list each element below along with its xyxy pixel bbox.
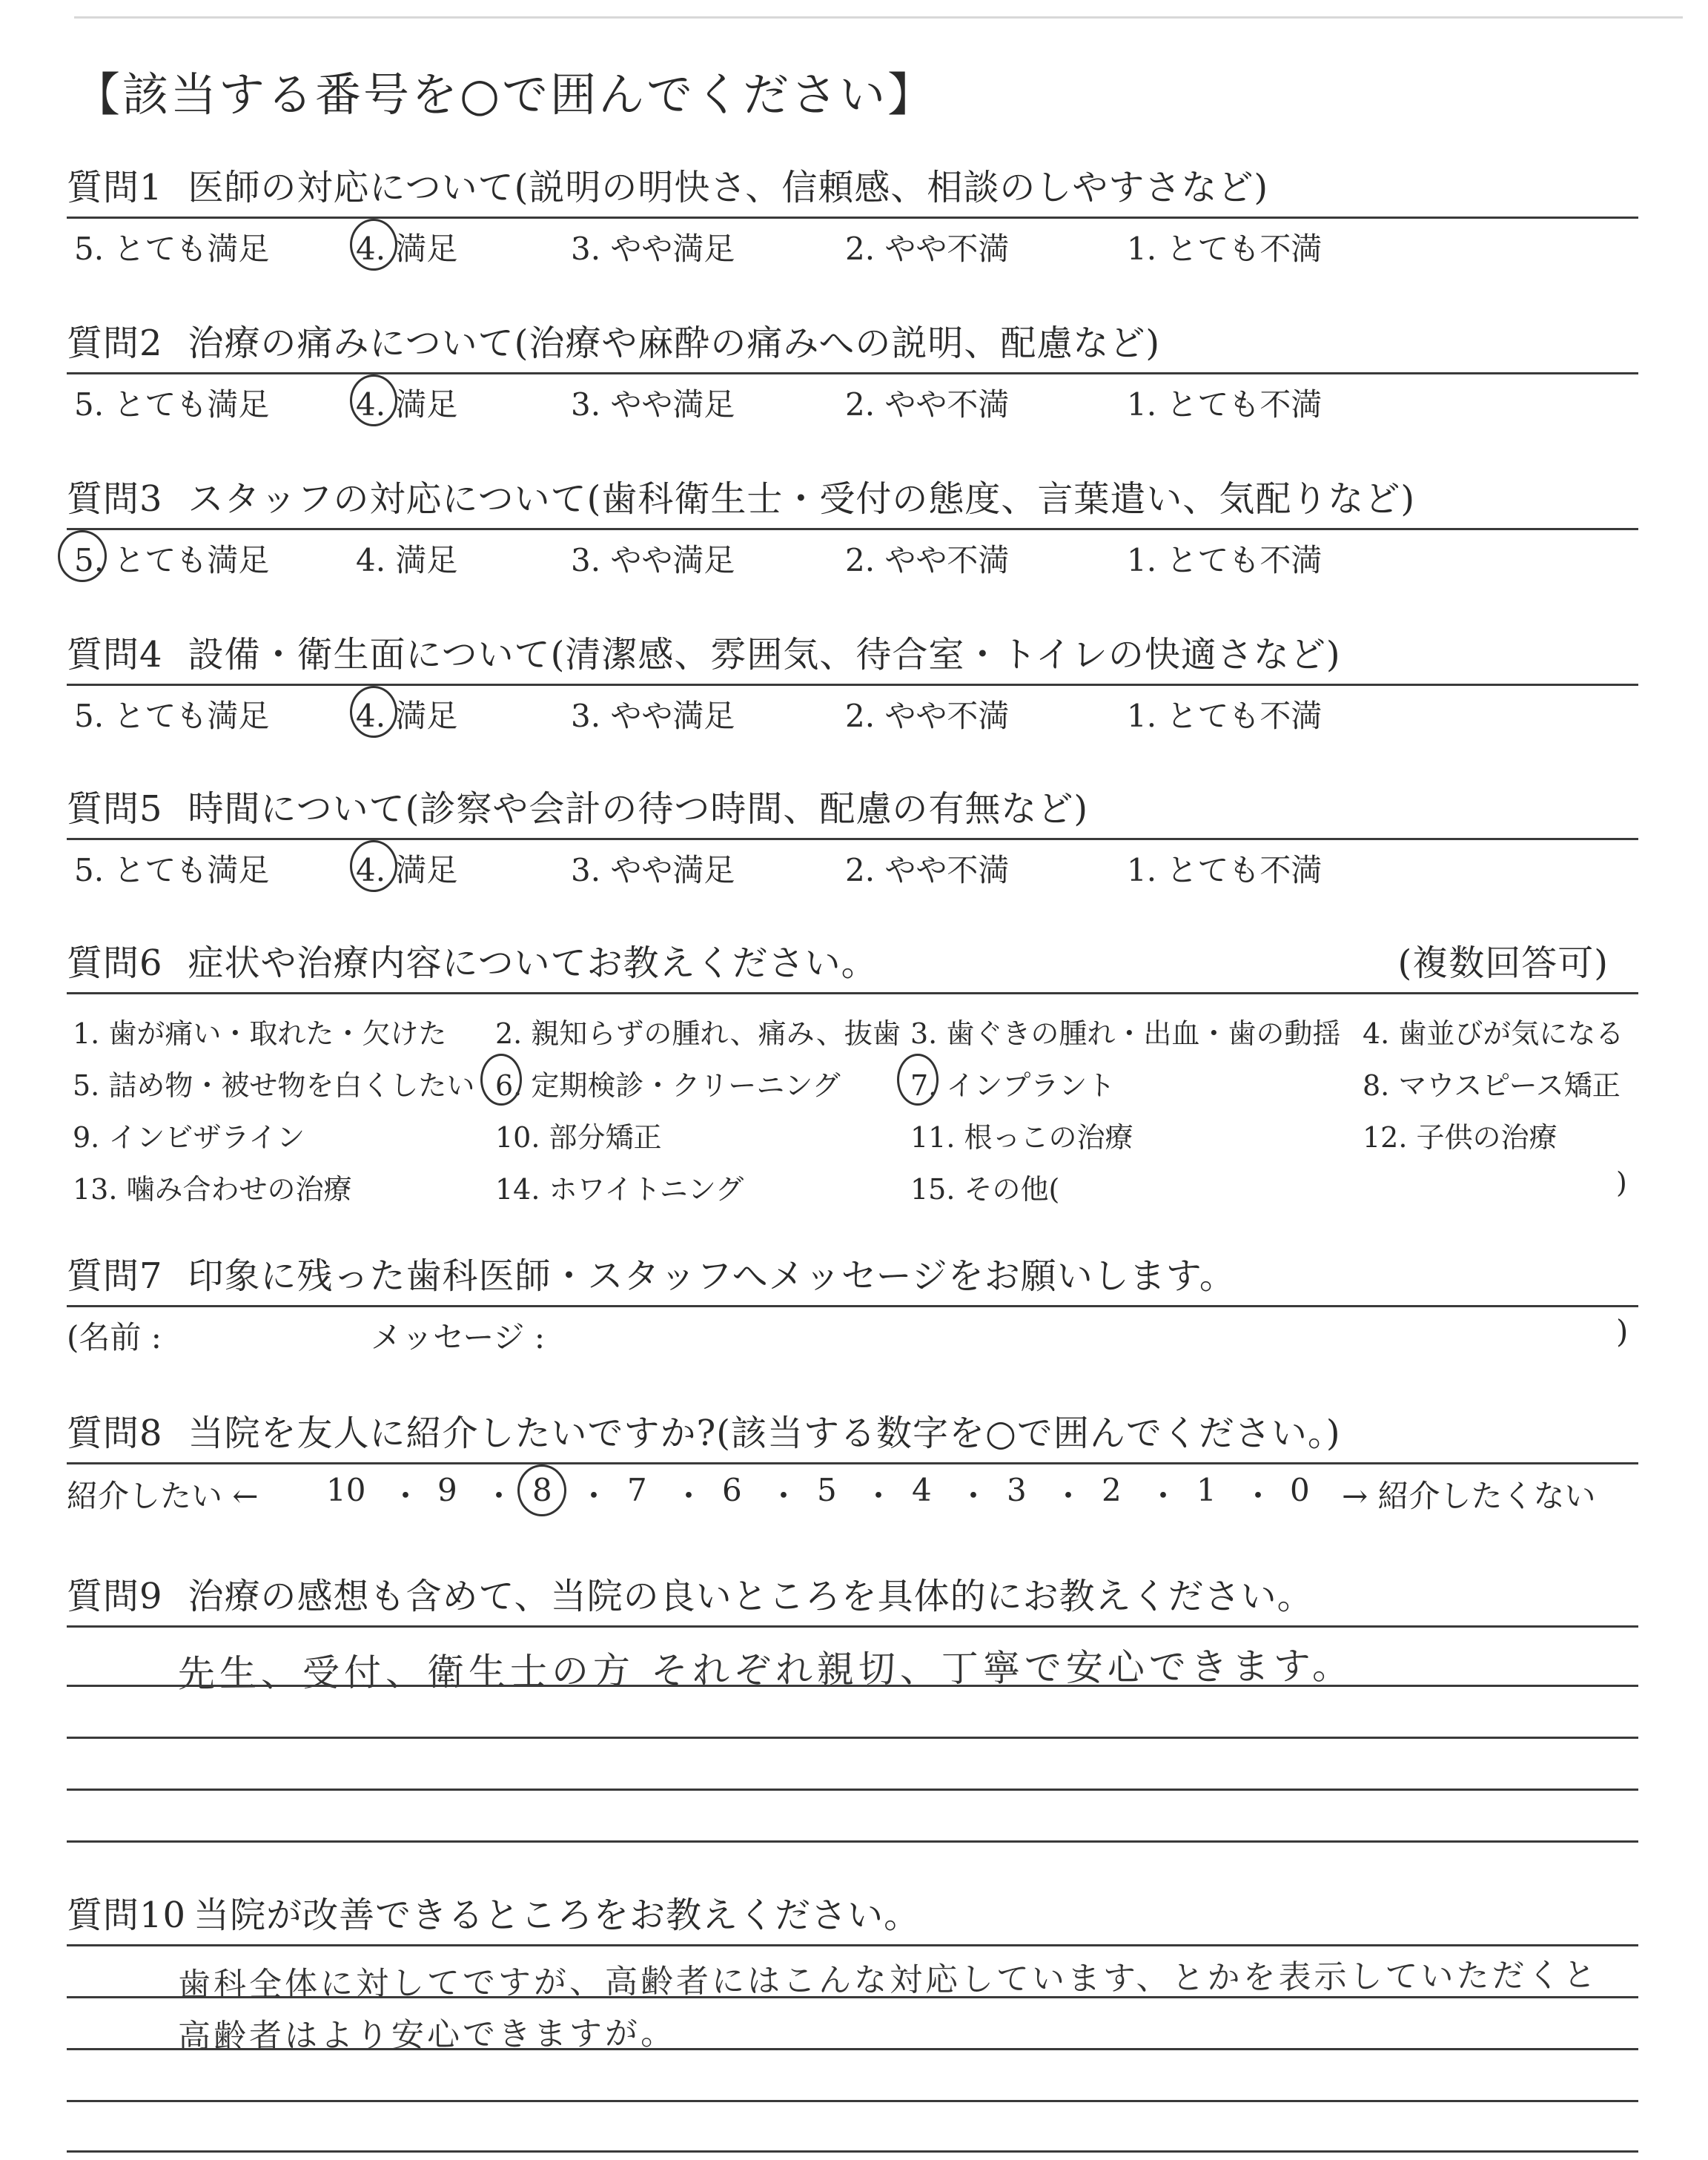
scale-separator: ・ xyxy=(483,1478,515,1514)
selection-circle xyxy=(897,1054,939,1106)
recommend-scale xyxy=(67,1464,1638,1512)
option-4[interactable]: 4. 満足 xyxy=(356,852,458,888)
option-1[interactable]: 1. とても不満 xyxy=(1127,231,1323,267)
question-number: 質問9 xyxy=(67,1576,163,1617)
question-8 xyxy=(67,1410,1638,1512)
question-number: 質問6 xyxy=(67,942,163,984)
question-text: 治療の痛みについて(治療や麻酔の痛みへの説明、配慮など) xyxy=(188,323,1161,364)
checklist-item[interactable]: 12. 子供の治療 xyxy=(1363,1121,1558,1154)
checklist-item[interactable]: 8. マウスピース矯正 xyxy=(1363,1069,1621,1102)
handwritten-answer-q10-line2[interactable]: 高齢者はより安心できますが。 xyxy=(177,2014,677,2056)
scale-left-label: 紹介したい ← xyxy=(67,1478,259,1514)
scale-separator: ・ xyxy=(1053,1478,1085,1514)
checklist-item[interactable]: 7. インプラント xyxy=(910,1069,1116,1102)
scale-separator: ・ xyxy=(390,1478,422,1514)
option-3[interactable]: 3. やや満足 xyxy=(571,542,735,578)
checklist-item[interactable]: 11. 根っこの治療 xyxy=(910,1121,1133,1154)
question-text: 時間について(診察や会計の待つ時間、配慮の有無など) xyxy=(188,788,1089,830)
scale-value[interactable]: 3 xyxy=(1007,1472,1027,1508)
answer-line xyxy=(67,2100,1638,2102)
scale-value[interactable]: 7 xyxy=(627,1472,647,1508)
scale-separator: ・ xyxy=(863,1478,895,1514)
question-2 xyxy=(67,320,1638,423)
selection-circle xyxy=(480,1054,522,1106)
question-6 xyxy=(67,940,1638,1209)
option-2[interactable]: 2. やや不満 xyxy=(845,852,1010,888)
question-5 xyxy=(67,786,1638,888)
question-1 xyxy=(67,165,1638,267)
question-number: 質問8 xyxy=(67,1413,163,1454)
name-field-label[interactable]: (名前 : xyxy=(67,1319,162,1355)
option-3[interactable]: 3. やや満足 xyxy=(571,698,735,734)
scale-value[interactable]: 0 xyxy=(1290,1472,1310,1508)
question-text: 当院が改善できるところをお教えください。 xyxy=(193,1895,921,1936)
scale-separator: ・ xyxy=(958,1478,990,1514)
symptom-checklist xyxy=(67,994,1638,1209)
handwritten-answer-q10-line1[interactable]: 歯科全体に対してですが、高齢者にはこんな対応しています、とかを表示していただくと xyxy=(177,1956,1599,2004)
question-4 xyxy=(67,632,1638,734)
question-text: 設備・衛生面について(清潔感、雰囲気、待合室・トイレの快適さなど) xyxy=(188,634,1341,676)
option-2[interactable]: 2. やや不満 xyxy=(845,542,1010,578)
option-2[interactable]: 2. やや不満 xyxy=(845,231,1010,267)
checklist-item[interactable]: 3. 歯ぐきの腫れ・出血・歯の動揺 xyxy=(910,1017,1341,1050)
answer-line xyxy=(67,1840,1638,1843)
rating-options xyxy=(67,530,1638,578)
answer-line xyxy=(67,2150,1638,2153)
question-number: 質問5 xyxy=(67,788,163,830)
option-5[interactable]: 5. とても満足 xyxy=(74,542,270,578)
option-5[interactable]: 5. とても満足 xyxy=(74,231,270,267)
answer-line xyxy=(67,1737,1638,1739)
selection-circle xyxy=(58,530,107,582)
checklist-item[interactable]: 14. ホワイトニング xyxy=(495,1173,744,1206)
question-10 xyxy=(67,1892,1638,1946)
selection-circle xyxy=(517,1464,566,1516)
answer-line xyxy=(67,2048,1638,2050)
scale-value[interactable]: 2 xyxy=(1102,1472,1122,1508)
message-fields xyxy=(67,1307,1638,1355)
question-number: 質問3 xyxy=(67,478,163,520)
question-number: 質問2 xyxy=(67,323,163,364)
option-3[interactable]: 3. やや満足 xyxy=(571,231,735,267)
question-text: 医師の対応について(説明の明快さ、信頼感、相談のしやすさなど) xyxy=(188,167,1269,208)
question-9 xyxy=(67,1573,1638,1628)
scale-separator: ・ xyxy=(1148,1478,1179,1514)
divider xyxy=(67,1625,1638,1628)
answer-line xyxy=(67,1789,1638,1791)
checklist-item[interactable]: 10. 部分矯正 xyxy=(495,1121,662,1154)
question-number: 質問1 xyxy=(67,167,163,208)
rating-options xyxy=(67,686,1638,734)
handwritten-answer-q9[interactable]: 先生、受付、衛生士の方 それぞれ親切、丁寧で安心できます。 xyxy=(177,1644,1354,1696)
scale-separator: ・ xyxy=(578,1478,610,1514)
checklist-item[interactable]: 6. 定期検診・クリーニング xyxy=(495,1069,841,1102)
multiple-answer-note: (複数回答可) xyxy=(1397,942,1609,984)
form-heading: 【該当する番号を○で囲んでください】 xyxy=(74,67,936,122)
scale-value[interactable]: 8 xyxy=(532,1472,552,1508)
scale-value[interactable]: 4 xyxy=(912,1472,932,1508)
selection-circle xyxy=(350,374,397,426)
question-number: 質問4 xyxy=(67,634,163,676)
question-text: 当院を友人に紹介したいですか?(該当する数字を○で囲んでください。) xyxy=(188,1413,1341,1454)
scale-value[interactable]: 6 xyxy=(722,1472,742,1508)
checklist-item[interactable]: 9. インビザライン xyxy=(73,1121,305,1154)
option-2[interactable]: 2. やや不満 xyxy=(845,386,1010,423)
checklist-item[interactable]: 15. その他( xyxy=(910,1173,1060,1206)
scale-right-label: → 紹介したくない xyxy=(1342,1478,1596,1514)
option-1[interactable]: 1. とても不満 xyxy=(1127,698,1323,734)
option-4[interactable]: 4. 満足 xyxy=(356,231,458,267)
question-3 xyxy=(67,476,1638,578)
scale-value[interactable]: 1 xyxy=(1196,1472,1217,1508)
question-text: 症状や治療内容についてお教えください。 xyxy=(188,942,878,984)
checklist-item[interactable]: 13. 噛み合わせの治療 xyxy=(73,1173,352,1206)
option-5[interactable]: 5. とても満足 xyxy=(74,698,270,734)
option-4[interactable]: 4. 満足 xyxy=(356,542,458,578)
option-2[interactable]: 2. やや不満 xyxy=(845,698,1010,734)
close-paren: ) xyxy=(1616,1166,1627,1199)
scale-separator: ・ xyxy=(1242,1478,1274,1514)
close-paren: ) xyxy=(1616,1313,1629,1350)
rating-options xyxy=(67,840,1638,888)
scale-value[interactable]: 5 xyxy=(817,1472,837,1508)
question-text: スタッフの対応について(歯科衛生士・受付の態度、言葉遣い、気配りなど) xyxy=(188,478,1416,520)
selection-circle xyxy=(350,840,397,892)
scale-separator: ・ xyxy=(768,1478,800,1514)
divider xyxy=(67,1944,1638,1946)
option-3[interactable]: 3. やや満足 xyxy=(571,386,735,423)
option-4[interactable]: 4. 満足 xyxy=(356,386,458,423)
option-3[interactable]: 3. やや満足 xyxy=(571,852,735,888)
answer-line xyxy=(67,1996,1638,1998)
option-1[interactable]: 1. とても不満 xyxy=(1127,542,1323,578)
question-text: 治療の感想も含めて、当院の良いところを具体的にお教えください。 xyxy=(188,1576,1314,1617)
rating-options xyxy=(67,374,1638,423)
option-1[interactable]: 1. とても不満 xyxy=(1127,386,1323,423)
scale-value[interactable]: 9 xyxy=(437,1472,457,1508)
selection-circle xyxy=(350,219,397,271)
scale-value[interactable]: 10 xyxy=(326,1472,366,1508)
rating-options xyxy=(67,219,1638,267)
checklist-item[interactable]: 4. 歯並びが気になる xyxy=(1363,1017,1624,1050)
checklist-item[interactable]: 5. 詰め物・被せ物を白くしたい xyxy=(73,1069,475,1102)
scale-separator: ・ xyxy=(673,1478,705,1514)
question-7 xyxy=(67,1253,1638,1355)
option-4[interactable]: 4. 満足 xyxy=(356,698,458,734)
checklist-item[interactable]: 2. 親知らずの腫れ、痛み、抜歯 xyxy=(495,1017,901,1050)
option-1[interactable]: 1. とても不満 xyxy=(1127,852,1323,888)
question-number: 質問7 xyxy=(67,1255,163,1297)
answer-line xyxy=(67,1685,1638,1687)
message-field-label[interactable]: メッセージ : xyxy=(371,1319,545,1355)
top-edge-line xyxy=(74,16,1683,19)
question-number: 質問10 xyxy=(67,1895,187,1936)
selection-circle xyxy=(350,686,397,738)
question-text: 印象に残った歯科医師・スタッフへメッセージをお願いします。 xyxy=(188,1255,1236,1297)
option-5[interactable]: 5. とても満足 xyxy=(74,852,270,888)
option-5[interactable]: 5. とても満足 xyxy=(74,386,270,423)
checklist-item[interactable]: 1. 歯が痛い・取れた・欠けた xyxy=(73,1017,447,1050)
